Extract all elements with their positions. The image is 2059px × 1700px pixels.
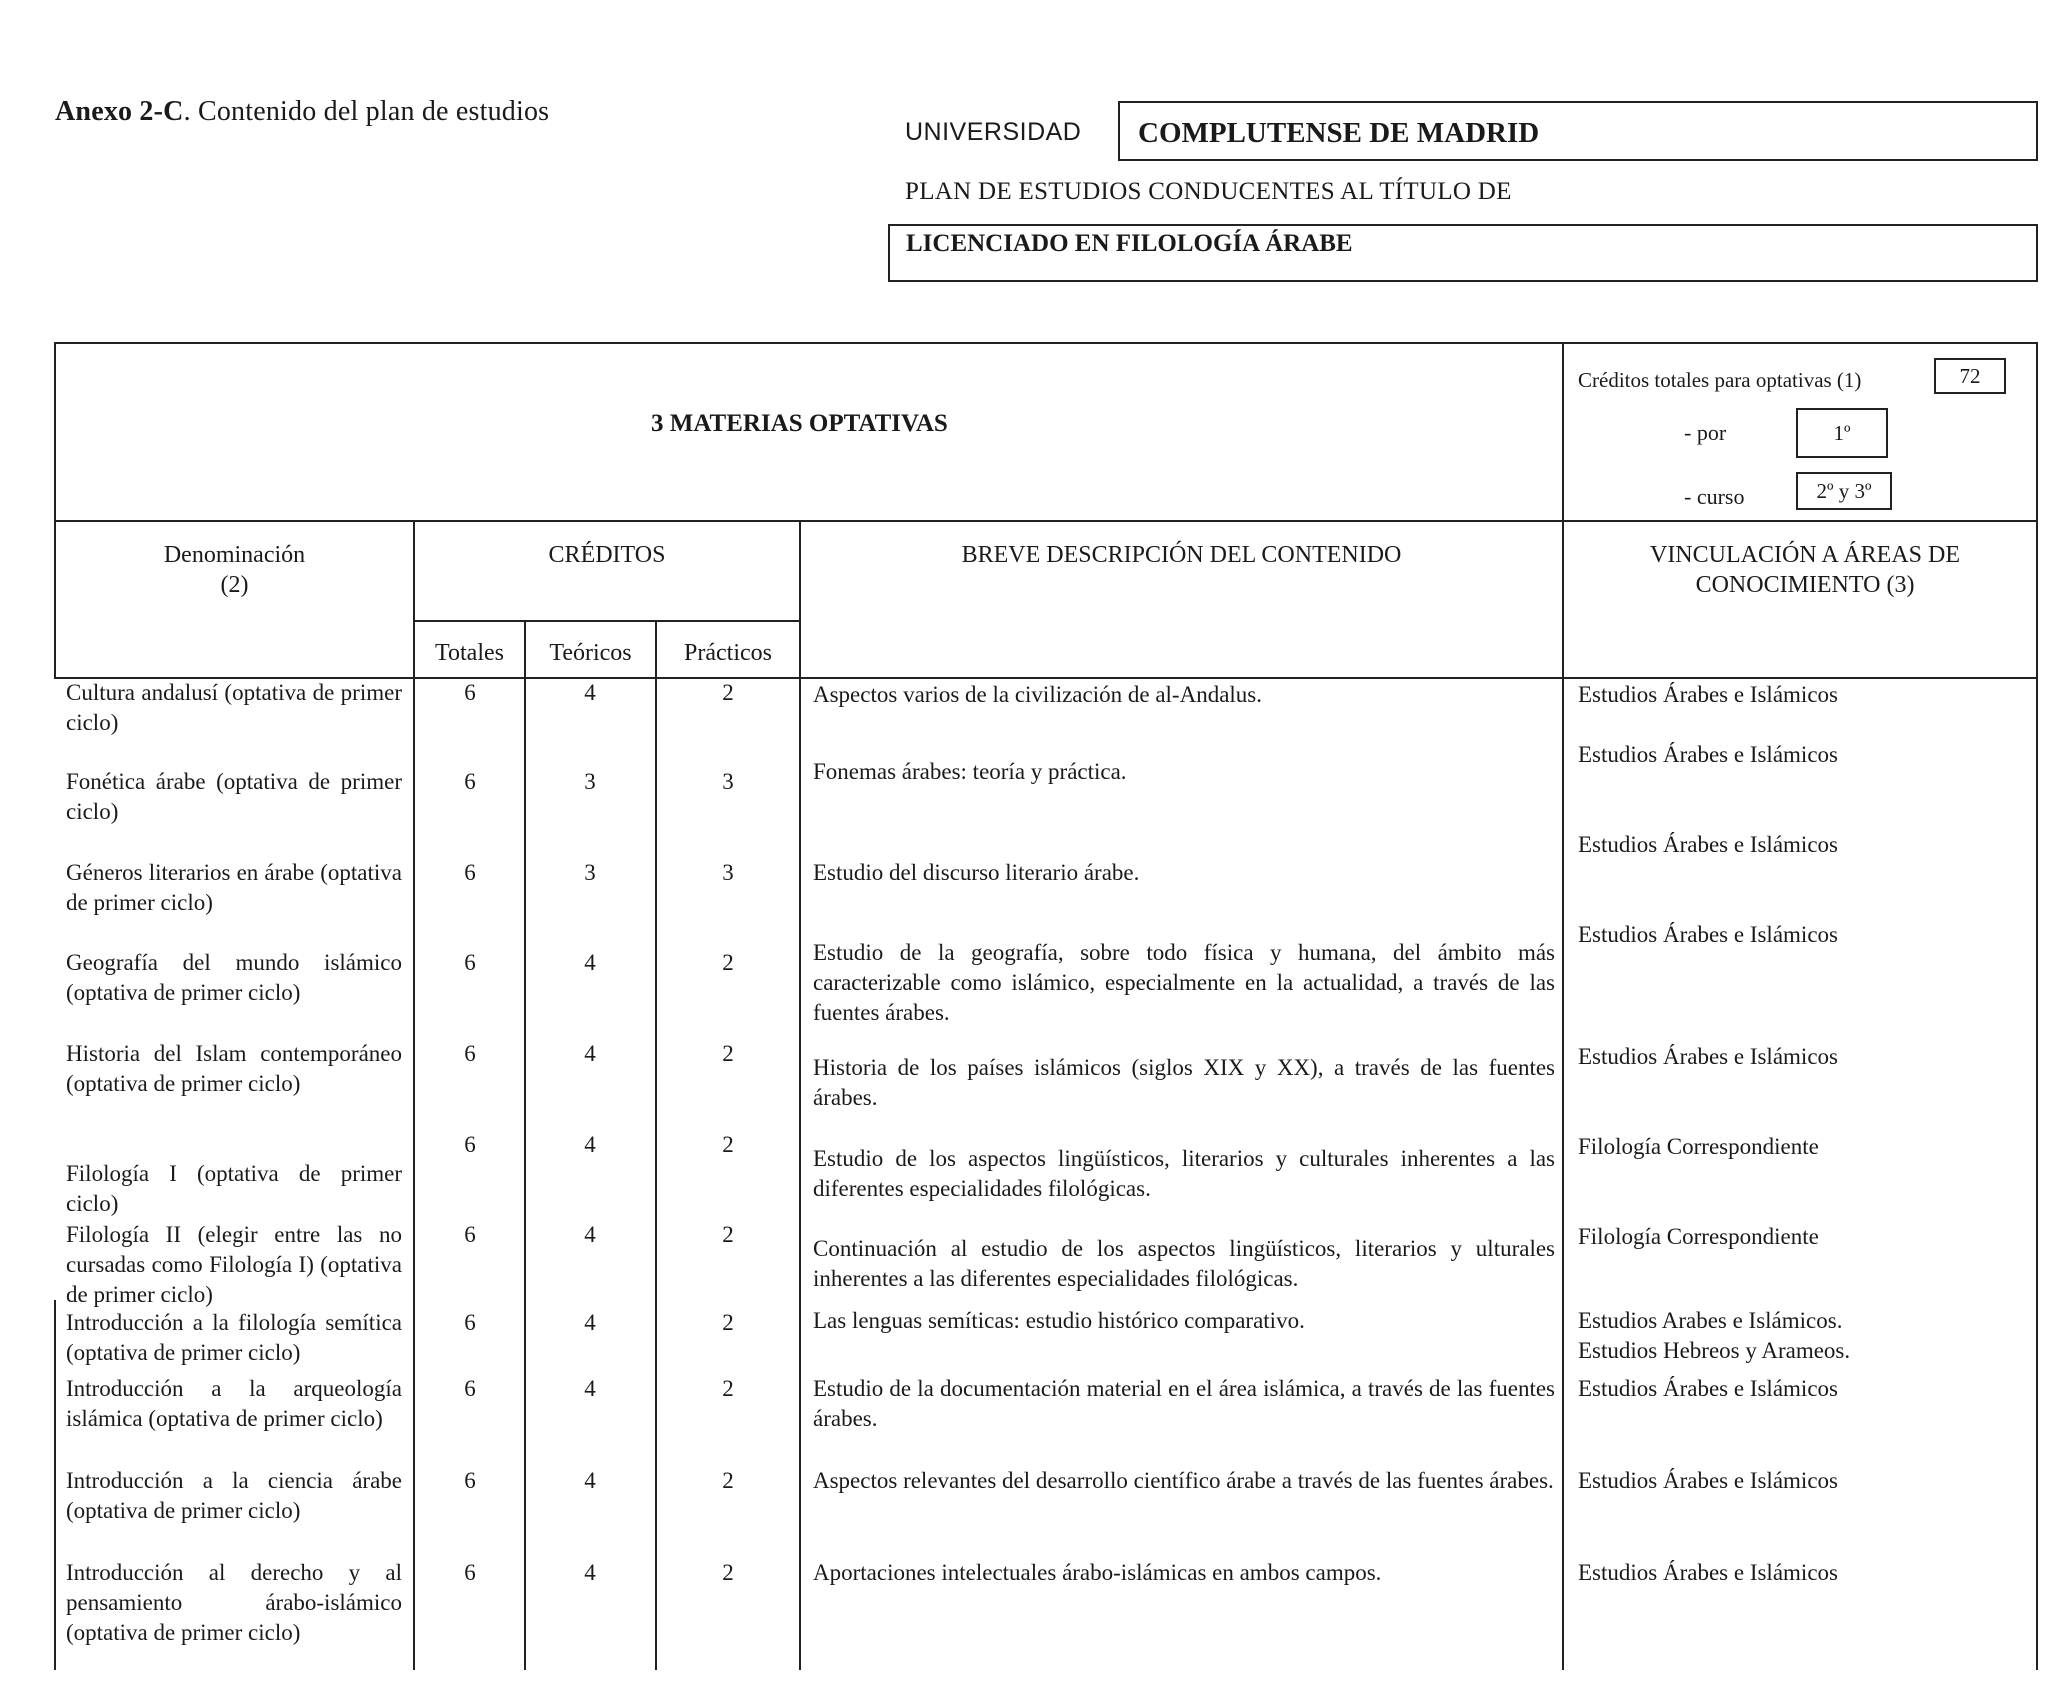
- row-5-area: Estudios Árabes e Islámicos: [1578, 1044, 1838, 1069]
- row-6-description: Estudio de los aspectos lingüísticos, literarios y culturales inherentes a las diferentes especialidades filológicas.: [813, 1146, 1555, 1201]
- header-denominacion-note: (2): [220, 572, 249, 598]
- row-1-totales: 6: [464, 680, 476, 705]
- section-divider: [54, 520, 2038, 522]
- row-9-description: Estudio de la documentación material en el área islámica, a través de las fuentes árabes.: [813, 1376, 1555, 1431]
- row-8-teoricos: 4: [584, 1310, 596, 1335]
- row-7-teoricos: 4: [584, 1222, 596, 1247]
- curso-value: 2º y 3º: [1796, 472, 1892, 510]
- total-optional-credits-value: 72: [1934, 358, 2006, 394]
- row-11-denominacion: Introducción al derecho y al pensamiento árabo-islámico (optativa de primer ciclo): [66, 1560, 402, 1645]
- header-creditos: CRÉDITOS: [548, 542, 666, 568]
- row-11-practicos: 2: [722, 1560, 734, 1585]
- row-2-area: Estudios Árabes e Islámicos: [1578, 742, 1838, 767]
- por-value: 1º: [1796, 408, 1888, 458]
- row-2-denominacion: Fonética árabe (optativa de primer ciclo): [66, 769, 402, 824]
- row-5-teoricos: 4: [584, 1041, 596, 1066]
- row-9-totales: 6: [464, 1376, 476, 1401]
- row-6-teoricos: 4: [584, 1132, 596, 1157]
- row-9-practicos: 2: [722, 1376, 734, 1401]
- row-8-description: Las lenguas semíticas: estudio histórico comparativo.: [813, 1308, 1305, 1333]
- table-left-border-top: [54, 342, 56, 678]
- degree-title-box: [888, 224, 2038, 282]
- curso-label: - curso: [1684, 484, 1745, 509]
- annex-subtitle: . Contenido del plan de estudios: [183, 96, 550, 127]
- row-4-totales: 6: [464, 950, 476, 975]
- annex-label: Anexo 2-C: [55, 96, 184, 127]
- row-9-denominacion: Introducción a la arqueología islámica (optativa de primer ciclo): [66, 1376, 402, 1431]
- university-name: COMPLUTENSE DE MADRID: [1138, 117, 1540, 149]
- degree-title: LICENCIADO EN FILOLOGÍA ÁRABE: [906, 230, 1353, 257]
- section-title: 3 MATERIAS OPTATIVAS: [651, 410, 948, 437]
- row-4-area: Estudios Árabes e Islámicos: [1578, 922, 1838, 947]
- header-teoricos: Teóricos: [549, 640, 632, 666]
- row-8-denominacion: Introducción a la filología semítica (optativa de primer ciclo): [66, 1310, 402, 1365]
- header-descripcion: BREVE DESCRIPCIÓN DEL CONTENIDO: [961, 542, 1402, 568]
- row-1-denominacion: Cultura andalusí (optativa de primer ciclo): [66, 680, 402, 735]
- university-label: UNIVERSIDAD: [905, 118, 1082, 146]
- row-3-area: Estudios Árabes e Islámicos: [1578, 832, 1838, 857]
- row-4-denominacion: Geografía del mundo islámico (optativa de primer ciclo): [66, 950, 402, 1005]
- row-6-practicos: 2: [722, 1132, 734, 1157]
- row-7-denominacion: Filología II (elegir entre las no cursadas como Filología I) (optativa de primer ciclo): [66, 1222, 402, 1307]
- row-10-denominacion: Introducción a la ciencia árabe (optativa de primer ciclo): [66, 1468, 402, 1523]
- row-11-description: Aportaciones intelectuales árabo-islámicas en ambos campos.: [813, 1560, 1382, 1585]
- header-denominacion-label: Denominación: [163, 542, 306, 568]
- row-10-description: Aspectos relevantes del desarrollo científico árabe a través de las fuentes árabes.: [813, 1468, 1554, 1493]
- row-7-description: Continuación al estudio de los aspectos lingüísticos, literarios y ulturales inherentes a las diferentes especialidades filológicas.: [813, 1236, 1555, 1291]
- credits-subheader-divider: [415, 620, 800, 622]
- row-3-description: Estudio del discurso literario árabe.: [813, 860, 1140, 885]
- row-2-teoricos: 3: [584, 769, 596, 794]
- row-1-practicos: 2: [722, 680, 734, 705]
- row-8-practicos: 2: [722, 1310, 734, 1335]
- area-column-divider: [1562, 342, 1564, 1670]
- row-2-totales: 6: [464, 769, 476, 794]
- row-5-practicos: 2: [722, 1041, 734, 1066]
- header-vinculacion: VINCULACIÓN A ÁREAS DE CONOCIMIENTO (3): [1649, 542, 1960, 598]
- row-10-area: Estudios Árabes e Islámicos: [1578, 1468, 1838, 1493]
- row-5-description: Historia de los países islámicos (siglos XIX y XX), a través de las fuentes árabes.: [813, 1055, 1555, 1110]
- row-6-denominacion: Filología I (optativa de primer ciclo): [66, 1161, 402, 1216]
- table-top-border: [54, 342, 2038, 344]
- row-3-teoricos: 3: [584, 860, 596, 885]
- header-denominacion: [56, 540, 413, 600]
- row-10-practicos: 2: [722, 1468, 734, 1493]
- header-practicos: Prácticos: [684, 640, 772, 666]
- row-1-teoricos: 4: [584, 680, 596, 705]
- row-5-denominacion: Historia del Islam contemporáneo (optativa de primer ciclo): [66, 1041, 402, 1096]
- row-2-practicos: 3: [722, 769, 734, 794]
- por-label: - por: [1684, 420, 1727, 445]
- row-9-teoricos: 4: [584, 1376, 596, 1401]
- row-11-area: Estudios Árabes e Islámicos: [1578, 1560, 1838, 1585]
- row-5-totales: 6: [464, 1041, 476, 1066]
- teoricos-divider: [655, 620, 657, 1670]
- row-11-teoricos: 4: [584, 1560, 596, 1585]
- row-4-description: Estudio de la geografía, sobre todo física y humana, del ámbito más caracterizable como islámico, especialmente en la actualidad, a través de las fuentes árabes.: [813, 940, 1555, 1025]
- row-6-area: Filología Correspondiente: [1578, 1134, 1819, 1159]
- row-11-totales: 6: [464, 1560, 476, 1585]
- row-7-area: Filología Correspondiente: [1578, 1224, 1819, 1249]
- row-3-totales: 6: [464, 860, 476, 885]
- row-7-totales: 6: [464, 1222, 476, 1247]
- description-column-divider: [799, 520, 801, 1670]
- credits-column-left-divider: [413, 520, 415, 1670]
- row-6-totales: 6: [464, 1132, 476, 1157]
- total-optional-credits-label: Créditos totales para optativas (1): [1578, 368, 1862, 392]
- row-3-practicos: 3: [722, 860, 734, 885]
- row-1-area: Estudios Árabes e Islámicos: [1578, 682, 1838, 707]
- annex-heading: [55, 96, 549, 128]
- row-1-description: Aspectos varios de la civilización de al-Andalus.: [813, 682, 1262, 707]
- row-3-denominacion: Géneros literarios en árabe (optativa de primer ciclo): [66, 860, 402, 915]
- row-4-teoricos: 4: [584, 950, 596, 975]
- plan-label: PLAN DE ESTUDIOS CONDUCENTES AL TÍTULO DE: [905, 178, 1512, 205]
- row-8-totales: 6: [464, 1310, 476, 1335]
- row-4-practicos: 2: [722, 950, 734, 975]
- row-9-area: Estudios Árabes e Islámicos: [1578, 1376, 1838, 1401]
- row-10-totales: 6: [464, 1468, 476, 1493]
- row-7-practicos: 2: [722, 1222, 734, 1247]
- header-totales: Totales: [435, 640, 504, 666]
- table-left-border-bottom: [54, 1300, 56, 1670]
- university-box: [1118, 101, 2038, 161]
- row-8-area: Estudios Arabes e Islámicos. Estudios Hebreos y Arameos.: [1578, 1308, 1851, 1363]
- row-10-teoricos: 4: [584, 1468, 596, 1493]
- row-2-description: Fonemas árabes: teoría y práctica.: [813, 759, 1127, 784]
